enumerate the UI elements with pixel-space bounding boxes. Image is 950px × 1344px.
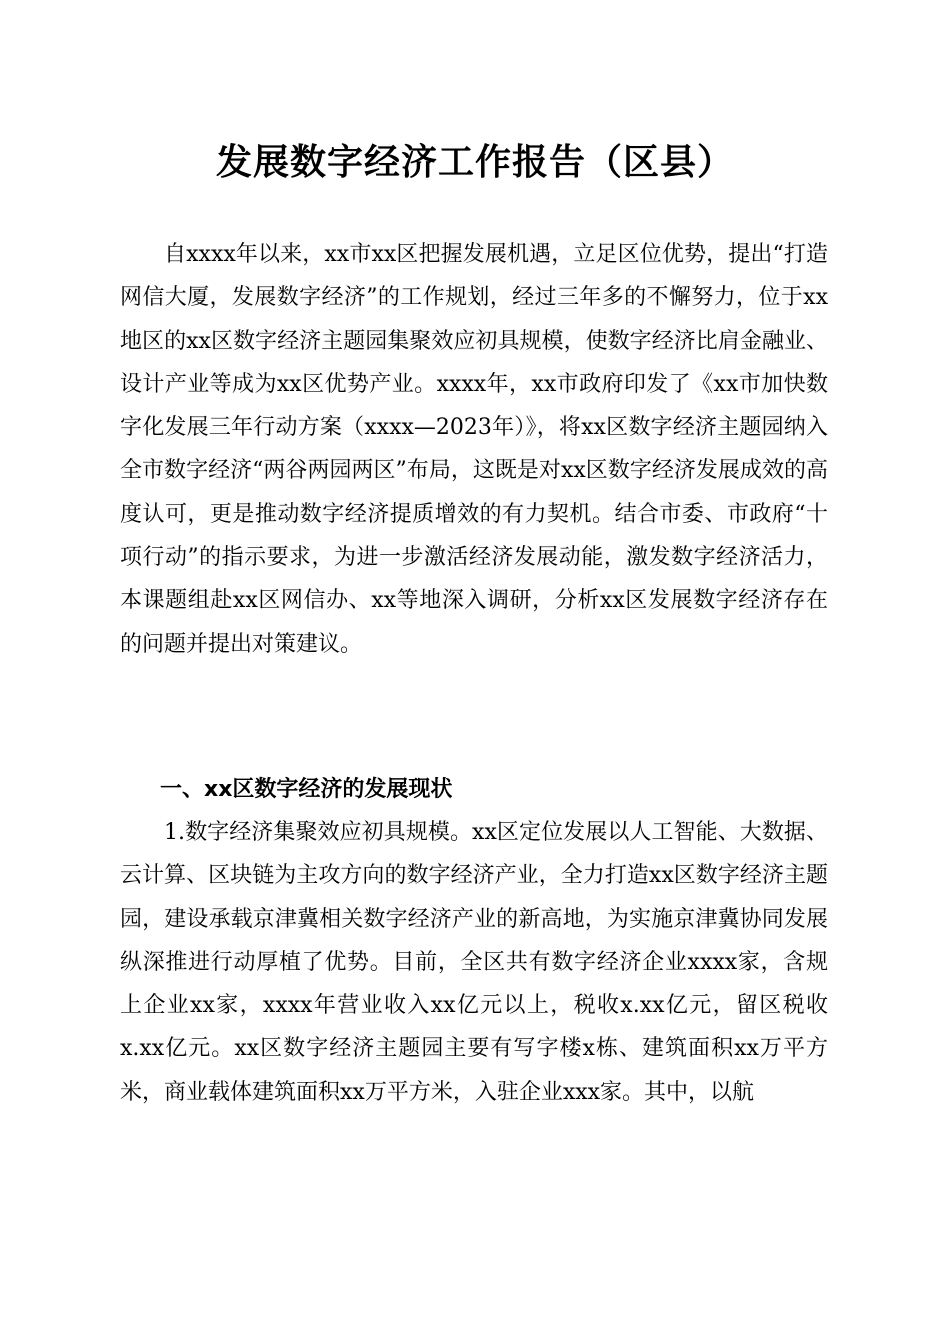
- section-heading: 一、xx区数字经济的发展现状: [160, 777, 453, 802]
- document-title: 发展数字经济工作报告（区县）: [215, 141, 734, 183]
- body-paragraph: 1.数字经济集聚效应初具规模。xx区定位发展以人工智能、大数据、云计算、区块链为主攻方向的数字经济产业，全力打造xx区数字经济主题园，建设承载京津冀相关数字经济产业的新高地，为实施京津冀协同发展纵深推进行动厚植了优势。目前，全区共有数字经济企业xxxx家，含规上企业xx家，xxxx年营业收入xx亿元以上，税收x.xx亿元，留区税收x.xx亿元。xx区数字经济主题园主要有写字楼x栋、建筑面积xx万平方米，商业载体建筑面积xx万平方米，入驻企业xxx家。其中，以航: [120, 820, 828, 1105]
- intro-paragraph: 自xxxx年以来，xx市xx区把握发展机遇，立足区位优势，提出“打造网信大厦，发展数字经济”的工作规划，经过三年多的不懈努力，位于xx地区的xx区数字经济主题园集聚效应初具规模，使数字经济比肩金融业、设计产业等成为xx区优势产业。xxxx年，xx市政府印发了《xx市加快数字化发展三年行动方案（xxxx—2023年）》，将xx区数字经济主题园纳入全市数字经济“两谷两园两区”布局，这既是对xx区数字经济发展成效的高度认可，更是推动数字经济提质增效的有力契机。结合市委、市政府“十项行动”的指示要求，为进一步激活经济发展动能，激发数字经济活力，本课题组赴xx区网信办、xx等地深入调研，分析xx区发展数字经济存在的问题并提出对策建议。: [120, 242, 828, 657]
